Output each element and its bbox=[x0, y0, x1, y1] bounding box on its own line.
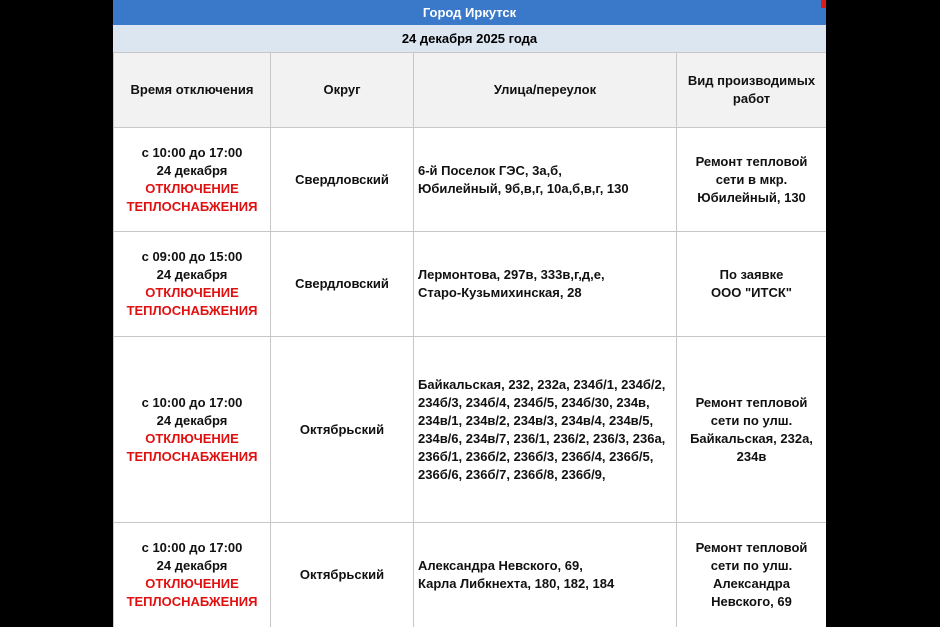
streets-cell bbox=[414, 232, 677, 337]
work-line: Юбилейный, 130 bbox=[697, 189, 806, 205]
work-cell bbox=[677, 128, 827, 232]
street-line: Лермонтова, 297в, 333в,г,д,е, bbox=[418, 267, 605, 282]
table-row bbox=[114, 337, 827, 523]
status-label: ТЕПЛОСНАБЖЕНИЯ bbox=[126, 303, 258, 318]
work-line: сети по улш. bbox=[710, 558, 793, 573]
table-header-row bbox=[114, 53, 827, 128]
time-cell bbox=[114, 523, 271, 627]
work-line: По заявке bbox=[719, 267, 784, 282]
street-line: 234в/6, 234в/7, 236/1, 236/2, 236/3, 236а, bbox=[418, 430, 666, 446]
city-title: Город Иркутск bbox=[113, 0, 826, 25]
time-day: 24 декабря bbox=[156, 162, 228, 178]
column-header-district: Округ bbox=[271, 53, 414, 128]
district-cell: Свердловский bbox=[271, 128, 414, 232]
street-line: 236б/6, 236б/7, 236б/8, 236б/9, bbox=[418, 466, 606, 482]
work-line: Ремонт тепловой bbox=[695, 394, 808, 410]
time-range: с 10:00 до 17:00 bbox=[141, 394, 243, 410]
time-range: с 10:00 до 17:00 bbox=[141, 144, 243, 160]
work-line: ООО "ИТСК" bbox=[711, 285, 792, 300]
time-cell bbox=[114, 128, 271, 232]
street-line: Юбилейный, 9б,в,г, 10а,б,в,г, 130 bbox=[418, 180, 629, 196]
work-cell bbox=[677, 337, 827, 523]
status-label: ТЕПЛОСНАБЖЕНИЯ bbox=[126, 594, 258, 609]
status-label: ОТКЛЮЧЕНИЕ bbox=[145, 285, 239, 300]
street-line: Старо-Кузьмихинская, 28 bbox=[418, 285, 582, 300]
street-line: 6-й Поселок ГЭС, 3а,б, bbox=[418, 162, 562, 178]
work-line: сети по улш. bbox=[710, 412, 793, 428]
status-label: ОТКЛЮЧЕНИЕ bbox=[145, 576, 239, 591]
street-line: Байкальская, 232, 232а, 234б/1, 234б/2, bbox=[418, 376, 666, 392]
status-label: ТЕПЛОСНАБЖЕНИЯ bbox=[126, 448, 258, 464]
column-header-work: Вид производимых работ bbox=[677, 53, 827, 128]
streets-cell bbox=[414, 523, 677, 627]
street-line: Карла Либкнехта, 180, 182, 184 bbox=[418, 576, 615, 591]
street-line: 234б/3, 234б/4, 234б/5, 234б/30, 234в, bbox=[418, 394, 650, 410]
work-line: Ремонт тепловой bbox=[695, 153, 808, 169]
date-title: 24 декабря 2025 года bbox=[113, 25, 826, 53]
outage-sheet bbox=[113, 0, 826, 627]
district-cell: Свердловский bbox=[271, 232, 414, 337]
work-line: 234в bbox=[736, 448, 767, 464]
work-line: Александра bbox=[713, 576, 790, 591]
streets-cell bbox=[414, 128, 677, 232]
time-range: с 10:00 до 17:00 bbox=[141, 540, 243, 555]
district-cell: Октябрьский bbox=[271, 523, 414, 627]
time-cell bbox=[114, 232, 271, 337]
time-day: 24 декабря bbox=[156, 412, 228, 428]
status-label: ОТКЛЮЧЕНИЕ bbox=[145, 180, 239, 196]
street-line: Александра Невского, 69, bbox=[418, 558, 583, 573]
red-corner-mark bbox=[821, 0, 826, 8]
time-day: 24 декабря bbox=[156, 267, 228, 282]
street-line: 234в/1, 234в/2, 234в/3, 234в/4, 234в/5, bbox=[418, 412, 654, 428]
work-line: Невского, 69 bbox=[711, 594, 792, 609]
time-range: с 09:00 до 15:00 bbox=[141, 249, 243, 264]
streets-cell bbox=[414, 337, 677, 523]
work-cell bbox=[677, 523, 827, 627]
work-line: Ремонт тепловой bbox=[695, 540, 808, 555]
time-day: 24 декабря bbox=[156, 558, 228, 573]
status-label: ОТКЛЮЧЕНИЕ bbox=[145, 430, 239, 446]
district-cell: Октябрьский bbox=[271, 337, 414, 523]
outage-table bbox=[113, 52, 826, 627]
column-header-street: Улица/переулок bbox=[414, 53, 677, 128]
work-line: сети в мкр. bbox=[715, 171, 788, 187]
time-cell bbox=[114, 337, 271, 523]
table-row bbox=[114, 232, 827, 337]
table-row bbox=[114, 128, 827, 232]
street-line: 236б/1, 236б/2, 236б/3, 236б/4, 236б/5, bbox=[418, 448, 654, 464]
column-header-time: Время отключения bbox=[114, 53, 271, 128]
table-row bbox=[114, 523, 827, 627]
work-line: Байкальская, 232а, bbox=[690, 430, 813, 446]
status-label: ТЕПЛОСНАБЖЕНИЯ bbox=[126, 198, 258, 214]
work-cell bbox=[677, 232, 827, 337]
